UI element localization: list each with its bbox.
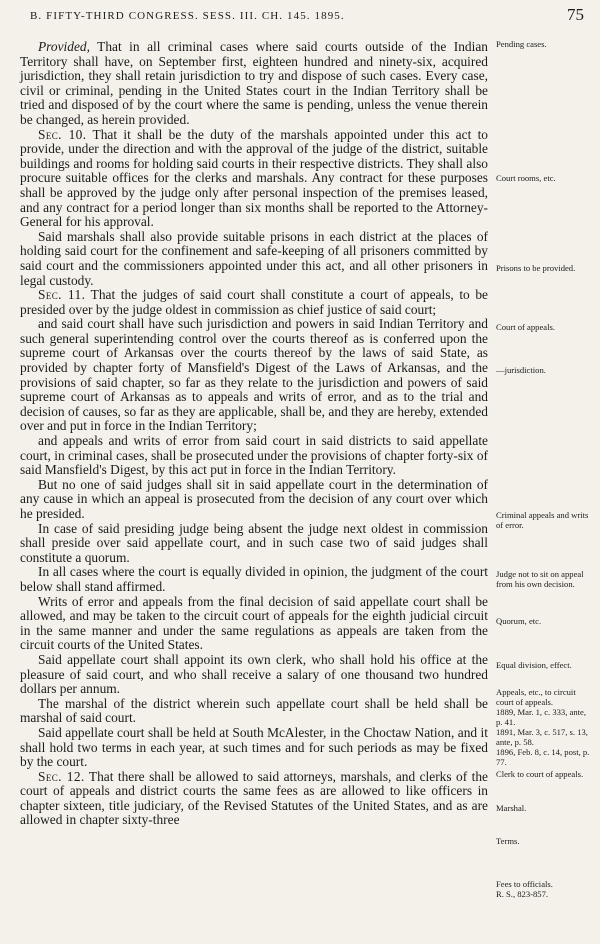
paragraph-criminal-appeals: and appeals and writs of error from said court in said districts to said appellate court, in criminal cases, shall be prosecuted under the provisions of chapter forty-six of said Mansfield's Digest, by this act put in force in the Indian Territory.	[20, 433, 488, 478]
note-appeals-to-circuit: Appeals, etc., to circuit court of appeals.	[496, 687, 576, 707]
note-citation-1889: 1889, Mar. 1, c. 333, ante, p. 41.	[496, 707, 586, 727]
section-text: That it shall be the duty of the marshals appointed under this act to provide, under the direction and with the approval of the judge of the district, suitable buildings and rooms for holding said courts in their respective districts. They shall also procure suitable offices for the clerks and marshals. Any contract for these purposes shall be approved by the judge only after personal inspection of the premises leased, and any contract for a period longer than six months shall be reported to the Attorney-General for his approval.	[20, 126, 488, 230]
note-fees-citation: R. S., 823-857.	[496, 889, 549, 899]
running-head: B. FIFTY-THIRD CONGRESS. SESS. III. CH. 145. 1895.	[30, 10, 345, 22]
section-text: That there shall be allowed to said attorneys, marshals, and clerks of the court of appeals and district courts the same fees as are allowed to like officers in chapter sixteen, title judiciary, of the Revised Statutes of the United States, and as are allowed in chapter sixty-three	[20, 768, 488, 828]
note-fees: Fees to officials.	[496, 879, 553, 889]
paragraph-terms: Said appellate court shall be held at South McAlester, in the Choctaw Nation, and it shall hold two terms in each year, at such times and for such periods as may be fixed by the court.	[20, 724, 488, 770]
note-terms: Terms.	[496, 836, 520, 846]
paragraph-writs-of-error: Writs of error and appeals from the final decision of said appellate court shall be allowed, and may be taken to the circuit court of appeals for the eighth judicial circuit in the same manner and under the same regulations as appeals are taken from the circuit courts of the United States.	[20, 593, 488, 653]
section-number: Sec. 11.	[38, 287, 86, 303]
note-pending-cases: Pending cases.	[496, 39, 547, 49]
paragraph-marshal: The marshal of the district wherein such appellate court shall be held shall be marshal of said court.	[20, 695, 488, 726]
note-citation-1891: 1891, Mar. 3, c. 517, s. 13, ante, p. 58.	[496, 727, 588, 747]
note-citation-1896: 1896, Feb. 8, c. 14, post, p. 77.	[496, 747, 590, 767]
paragraph-sec-11	[20, 288, 488, 317]
page-number: 75	[567, 5, 584, 24]
note-clerk: Clerk to court of appeals.	[496, 769, 584, 779]
paragraph-proviso	[20, 40, 488, 128]
note-criminal-appeals: Criminal appeals and writs of error.	[496, 510, 589, 530]
statute-body	[20, 40, 488, 828]
note-court-of-appeals: Court of appeals.	[496, 322, 555, 332]
note-marshal: Marshal.	[496, 803, 527, 813]
note-jurisdiction: —jurisdiction.	[496, 365, 546, 375]
paragraph-equal-division: In all cases where the court is equally divided in opinion, the judgment of the court below shall stand affirmed.	[20, 564, 488, 594]
paragraph-sec-10	[20, 128, 488, 230]
note-prisons: Prisons to be provided.	[496, 263, 576, 273]
proviso-text: That in all criminal cases where said courts outside of the Indian Territory shall have, on September first, eighteen hundred and ninety-six, acquired jurisdiction, they shall retain jurisdiction to try and dispose of such cases. Every case, civil or criminal, pending in the United States court in the Indian Territory shall be tried and disposed of by the court where the same is pending, unless the venue therein be changed, as herein provided.	[20, 39, 488, 127]
section-text: That the judges of said court shall constitute a court of appeals, to be presided over by the judge oldest in commission as chief justice of said court;	[20, 287, 488, 317]
section-number: Sec. 10.	[38, 126, 87, 142]
section-number: Sec. 12.	[38, 768, 85, 784]
paragraph-judge-not-sit: But no one of said judges shall sit in said appellate court in the determination of any cause in which an appeal is prosecuted from the decision of any court over which he presided.	[20, 476, 488, 521]
note-court-rooms: Court rooms, etc.	[496, 173, 556, 183]
paragraph-clerk: Said appellate court shall appoint its own clerk, who shall hold his office at the pleasure of said court, and who shall receive a salary of one thousand two hundred dollars per annum.	[20, 651, 488, 697]
paragraph-prisons: Said marshals shall also provide suitable prisons in each district at the places of holding said court for the confinement and safe-keeping of all prisoners committed by said court and the commissioners appointed under this act, and all other prisoners in legal custody.	[20, 228, 488, 288]
note-quorum: Quorum, etc.	[496, 616, 542, 626]
note-judge-not-sit: Judge not to sit on appeal from his own decision.	[496, 569, 584, 589]
paragraph-jurisdiction: and said court shall have such jurisdiction and powers in said Indian Territory and such general superintending control over the courts thereof as is conferred upon the supreme court of Arkansas over the courts thereof by the laws of said State, as provided by chapter forty of Mansfield's Digest of the Laws of Arkansas, and the provisions of said chapter, so far as they relate to the jurisdiction and powers of said supreme court of Arkansas as to appeals and writs of error, and as to the trial and decision of causes, so far as they are applicable, shall be, and they are hereby, extended over and put in force in the Indian Territory;	[20, 316, 488, 434]
paragraph-sec-12	[20, 770, 488, 828]
paragraph-quorum: In case of said presiding judge being absent the judge next oldest in commission shall preside over said appellate court, and in such case two of said judges shall constitute a quorum.	[20, 520, 488, 565]
page-header	[28, 5, 584, 28]
proviso-lead: Provided,	[38, 39, 90, 54]
note-equal-division: Equal division, effect.	[496, 660, 572, 670]
